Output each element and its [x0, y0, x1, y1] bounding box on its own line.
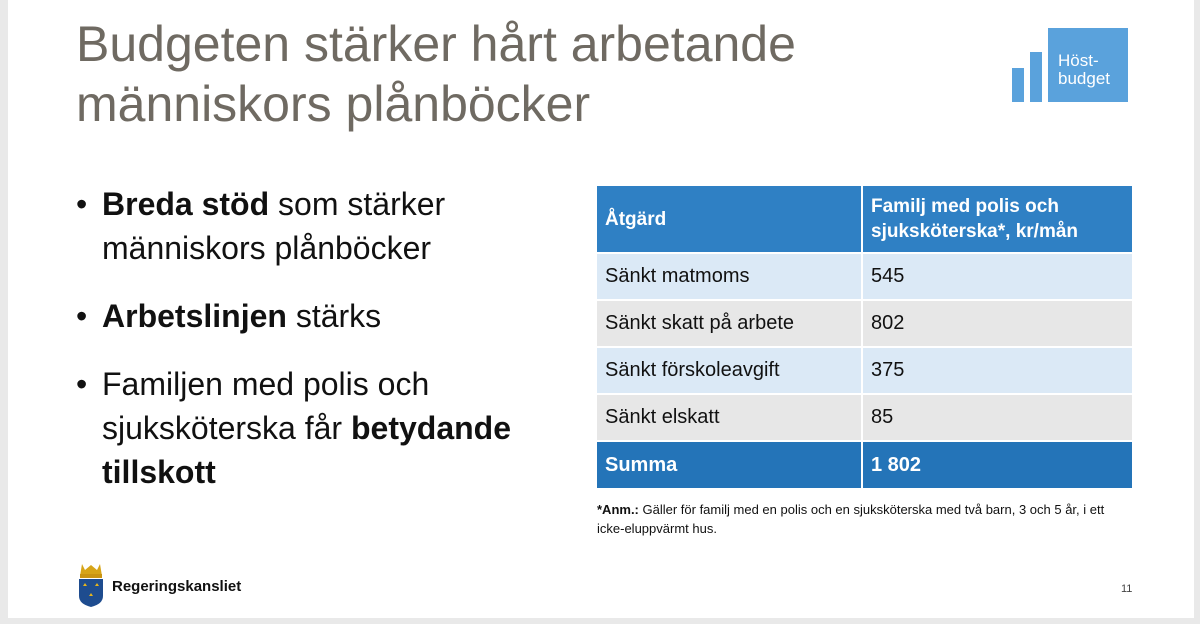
bullet-dot-icon: •: [76, 366, 88, 402]
footnote-label: *Anm.:: [597, 502, 639, 517]
table-cell-atgard: Sänkt matmoms: [597, 252, 863, 299]
logo-text: [1058, 52, 1110, 88]
table-cell-value: 802: [863, 299, 1132, 346]
logo-bar-small: [1012, 68, 1024, 102]
bullet-dot-icon: •: [76, 186, 88, 222]
table-cell-value: 375: [863, 346, 1132, 393]
table-total-label: Summa: [597, 440, 863, 488]
table-total-row: [597, 440, 1132, 488]
table-header-familj: Familj med polis och sjuksköterska*, kr/mån: [863, 186, 1132, 252]
table-row: [597, 393, 1132, 440]
slide: [8, 0, 1194, 618]
table-header-row: [597, 186, 1132, 252]
logo-bar-medium: [1030, 52, 1042, 102]
slide-title: [76, 14, 896, 134]
logo-text-line1: Höst-: [1058, 51, 1099, 70]
footnote-text: Gäller för familj med en polis och en sjuksköterska med två barn, 3 och 5 år, i ett icke-eluppvärmt hus.: [597, 502, 1105, 536]
page-number: 11: [1121, 583, 1133, 595]
table-header-atgard: Åtgärd: [597, 186, 863, 252]
logo-text-line2: budget: [1058, 69, 1110, 88]
slide-title-line2: människors plånböcker: [76, 76, 591, 132]
bullet-bold-text: Arbetslinjen: [102, 298, 287, 334]
bullet-item-arbetslinjen: [76, 294, 516, 338]
bullet-dot-icon: •: [76, 298, 88, 334]
bullet-list: [76, 182, 516, 518]
bullet-bold-text: Breda stöd: [102, 186, 270, 222]
bullet-item-familjen: [76, 362, 516, 494]
table-row: [597, 252, 1132, 299]
table-cell-value: 545: [863, 252, 1132, 299]
table-row: [597, 346, 1132, 393]
table-cell-atgard: Sänkt elskatt: [597, 393, 863, 440]
bullet-text: Familjen med polis och sjuksköterska får: [102, 366, 430, 446]
slide-title-line1: Budgeten stärker hårt arbetande: [76, 16, 796, 72]
crown-shield-icon: [76, 562, 106, 608]
table-cell-atgard: Sänkt förskoleavgift: [597, 346, 863, 393]
bullet-item-breda-stod: [76, 182, 516, 270]
bullet-bold-text: betydande tillskott: [102, 410, 511, 490]
bullet-text: som stärker människors plånböcker: [102, 186, 446, 266]
hostbudget-logo: [1012, 28, 1128, 104]
table-row: [597, 299, 1132, 346]
bullet-text: stärks: [286, 298, 382, 334]
table-cell-atgard: Sänkt skatt på arbete: [597, 299, 863, 346]
budget-table: [597, 186, 1132, 488]
table-cell-value: 85: [863, 393, 1132, 440]
footer-organization: Regeringskansliet: [112, 578, 242, 595]
table-footnote: [597, 500, 1117, 538]
table-total-value: 1 802: [863, 440, 1132, 488]
